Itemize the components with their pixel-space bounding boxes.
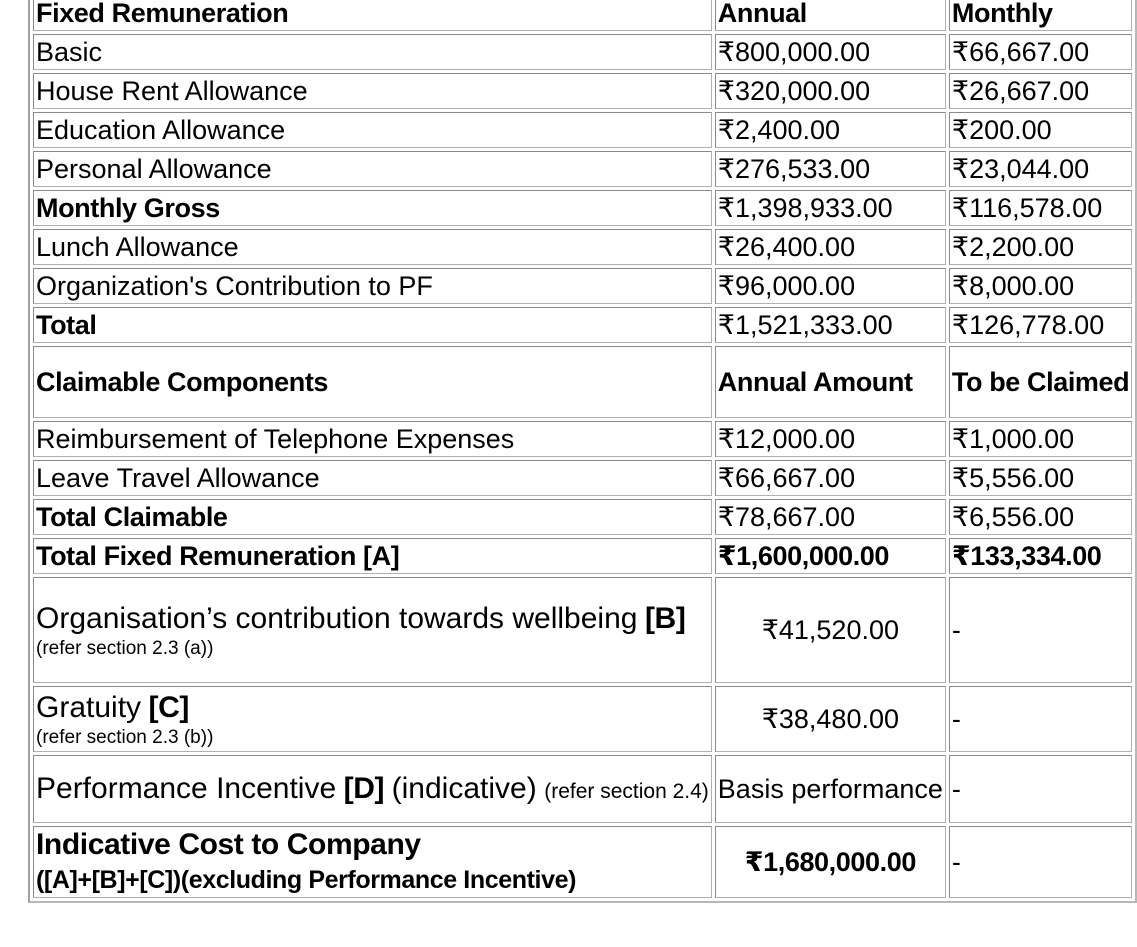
wellbeing-tag: [B] [644,602,686,635]
ctc-label: Indicative Cost to Company [36,828,421,861]
table-header-row [33,0,1132,31]
performance-row [33,755,1132,823]
header-annual: Annual [715,0,946,31]
row-label: Basic [33,34,712,70]
row-label: Total Claimable [33,499,712,535]
ctc-annual: ₹1,680,000.00 [715,826,946,898]
row-label: Personal Allowance [33,151,712,187]
performance-monthly: - [949,755,1132,823]
gratuity-annual: ₹38,480.00 [715,686,946,752]
ctc-monthly: - [949,826,1132,898]
table-row-total [33,307,1132,343]
table-row [33,460,1132,496]
wellbeing-label: Organisation’s contribution towards wellbeing [36,602,638,635]
row-label: Leave Travel Allowance [33,460,712,496]
row-annual: ₹12,000.00 [715,421,946,457]
ctc-cell [33,826,712,898]
wellbeing-row [33,577,1132,683]
table-row [33,151,1132,187]
performance-note: (refer section 2.4) [544,779,709,803]
header-label: Fixed Remuneration [33,0,712,31]
gratuity-tag: [C] [148,691,189,724]
row-annual: ₹800,000.00 [715,34,946,70]
table-row [33,112,1132,148]
wellbeing-monthly: - [949,577,1132,683]
row-annual: ₹66,667.00 [715,460,946,496]
row-annual: ₹320,000.00 [715,73,946,109]
row-annual: ₹2,400.00 [715,112,946,148]
performance-label: Performance Incentive [36,771,337,805]
row-claimed: ₹1,000.00 [949,421,1132,457]
ctc-row [33,826,1132,898]
claimable-header-claimed: To be Claimed [949,346,1132,418]
table-row [33,268,1132,304]
row-label: Organization's Contribution to PF [33,268,712,304]
performance-cell [33,755,712,823]
gratuity-cell [33,686,712,752]
row-annual: ₹1,398,933.00 [715,190,946,226]
table-row [33,229,1132,265]
total-fixed-row [33,538,1132,574]
total-fixed-label: Total Fixed Remuneration [A] [33,538,712,574]
gratuity-note: (refer section 2.3 (b)) [36,727,214,748]
claimable-header-annual: Annual Amount [715,346,946,418]
table-row [33,34,1132,70]
row-annual: ₹276,533.00 [715,151,946,187]
row-annual: ₹1,521,333.00 [715,307,946,343]
remuneration-table [28,0,1137,903]
header-monthly: Monthly [949,0,1132,31]
table-row [33,73,1132,109]
row-label: Reimbursement of Telephone Expenses [33,421,712,457]
gratuity-label: Gratuity [36,691,142,724]
row-annual: ₹78,667.00 [715,499,946,535]
row-monthly: ₹66,667.00 [949,34,1132,70]
table-row [33,421,1132,457]
performance-tag: [D] [343,771,385,805]
total-fixed-annual: ₹1,600,000.00 [715,538,946,574]
row-label: Lunch Allowance [33,229,712,265]
ctc-formula: ([A]+[B]+[C])(excluding Performance Incentive) [36,866,577,894]
table-row-subtotal [33,190,1132,226]
row-claimed: ₹6,556.00 [949,499,1132,535]
total-fixed-monthly: ₹133,334.00 [949,538,1132,574]
row-annual: ₹26,400.00 [715,229,946,265]
row-monthly: ₹126,778.00 [949,307,1132,343]
gratuity-monthly: - [949,686,1132,752]
table-row-total [33,499,1132,535]
row-label: Monthly Gross [33,190,712,226]
row-label: Total [33,307,712,343]
wellbeing-note: (refer section 2.3 (a)) [36,638,214,659]
row-annual: ₹96,000.00 [715,268,946,304]
row-monthly: ₹2,200.00 [949,229,1132,265]
wellbeing-cell [33,577,712,683]
row-label: Education Allowance [33,112,712,148]
row-monthly: ₹8,000.00 [949,268,1132,304]
row-monthly: ₹26,667.00 [949,73,1132,109]
claimable-header-row [33,346,1132,418]
claimable-header-label: Claimable Components [33,346,712,418]
row-claimed: ₹5,556.00 [949,460,1132,496]
gratuity-row [33,686,1132,752]
row-monthly: ₹23,044.00 [949,151,1132,187]
wellbeing-annual: ₹41,520.00 [715,577,946,683]
row-label: House Rent Allowance [33,73,712,109]
performance-qualifier: (indicative) [391,771,537,805]
row-monthly: ₹200.00 [949,112,1132,148]
performance-annual: Basis performance [715,755,946,823]
row-monthly: ₹116,578.00 [949,190,1132,226]
